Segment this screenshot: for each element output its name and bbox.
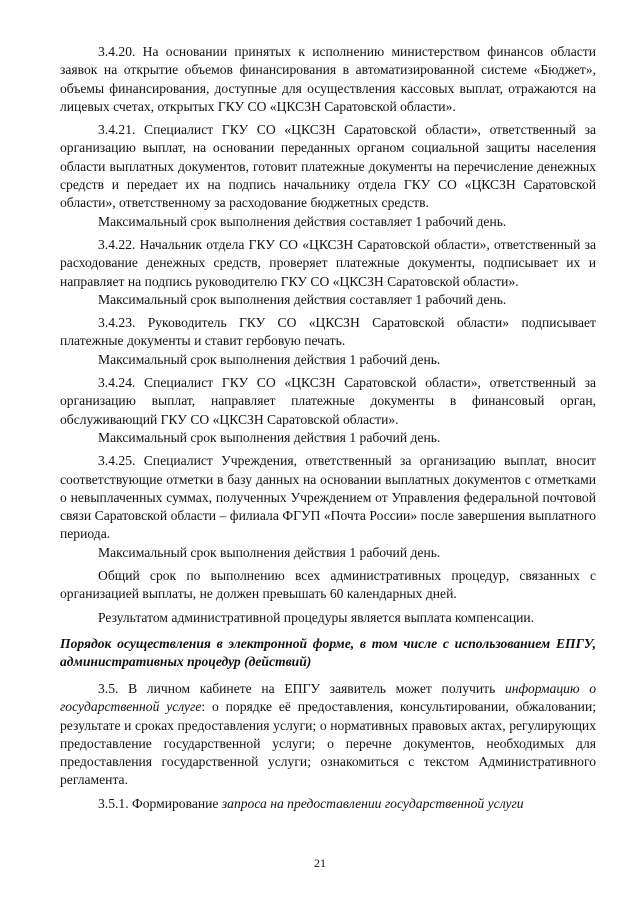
paragraph-3-4-23: 3.4.23. Руководитель ГКУ СО «ЦКСЗН Саратовской области» подписывает платежные документы и ставит гербовую печать. [60,315,596,349]
paragraph-3-5-italic: информацию о государственной услуге [60,680,597,715]
paragraph-3-5-1 [60,795,596,813]
paragraph-3-5-1-part-1: 3.5.1. Формирование [98,795,222,811]
paragraph-3-4-24-term: Максимальный срок выполнения действия 1 рабочий день. [98,429,441,445]
paragraph-3-4-22-term: Максимальный срок выполнения действия составляет 1 рабочий день. [98,291,507,307]
document-body [60,43,596,813]
paragraph-3-4-21-term: Максимальный срок выполнения действия составляет 1 рабочий день. [98,213,507,229]
paragraph-3-4-20: 3.4.20. На основании принятых к исполнению министерством финансов области заявок на открытие объемов финансирования в автоматизированной системе «Бюджет», объемы финансирования, доступные для осуществления кассовых выплат, отражаются на лицевых счетах, открытых ГКУ СО «ЦКСЗН Саратовской области». [60,44,596,114]
paragraph-3-4-25: 3.4.25. Специалист Учреждения, ответственный за организацию выплат, вносит соответствующие отметки в базу данных на основании выплатных документов с отметками о невыплаченных суммах, полученных Учреждением от Управления федеральной почтовой связи Саратовской области – филиала ФГУП «Почта России» после завершения выплатного периода. [60,453,596,542]
paragraph-3-4-25-term: Максимальный срок выполнения действия 1 рабочий день. [98,544,441,560]
paragraph-3-4-22: 3.4.22. Начальник отдела ГКУ СО «ЦКСЗН Саратовской области», ответственный за расходование денежных средств, проверяет платежные документы, подписывает их и направляет на подпись руководителю ГКУ СО «ЦКСЗН Саратовской области». [60,236,596,289]
paragraph-3-5-part-1: 3.5. В личном кабинете на ЕПГУ заявитель может получить [98,680,505,696]
paragraph-3-4-24: 3.4.24. Специалист ГКУ СО «ЦКСЗН Саратовской области», ответственный за организацию выплат, направляет платежные документы в финансовый орган, обслуживающий ГКУ СО «ЦКСЗН Саратовской области». [60,375,596,427]
paragraph-result: Результатом административной процедуры является выплата компенсации. [98,609,535,625]
page-number: 21 [314,856,326,870]
paragraph-3-4-23-term: Максимальный срок выполнения действия 1 рабочий день. [98,351,441,367]
paragraph-3-4-21: 3.4.21. Специалист ГКУ СО «ЦКСЗН Саратовской области», ответственный за организацию выплат, на основании переданных органом социальной защиты населения области выплатных документов, готовит платежные документы на перечисление денежных средств и передает их на подпись начальнику отдела ГКУ СО «ЦКСЗН Саратовской области», ответственному за расходование бюджетных средств. [60,122,596,211]
section-heading: Порядок осуществления в электронной форме, в том числе с использованием ЕПГУ, административных процедур (действий) [60,635,596,670]
paragraph-3-5-part-2: : о порядке её предоставления, консультировании, обжаловании; результате и сроках предоставления услуги; о нормативных правовых актах, регулирующих предоставление государственной услуги; о перечне документов, необходимых для предоставления государственной услуги; ознакомиться с текстом Административного регламента. [60,699,596,788]
paragraph-total-term: Общий срок по выполнению всех административных процедур, связанных с организацией выплаты, не должен превышать 60 календарных дней. [60,568,596,602]
paragraph-3-5 [60,680,596,790]
paragraph-3-5-1-italic: запроса на предоставлении государственной услуги [221,795,524,811]
